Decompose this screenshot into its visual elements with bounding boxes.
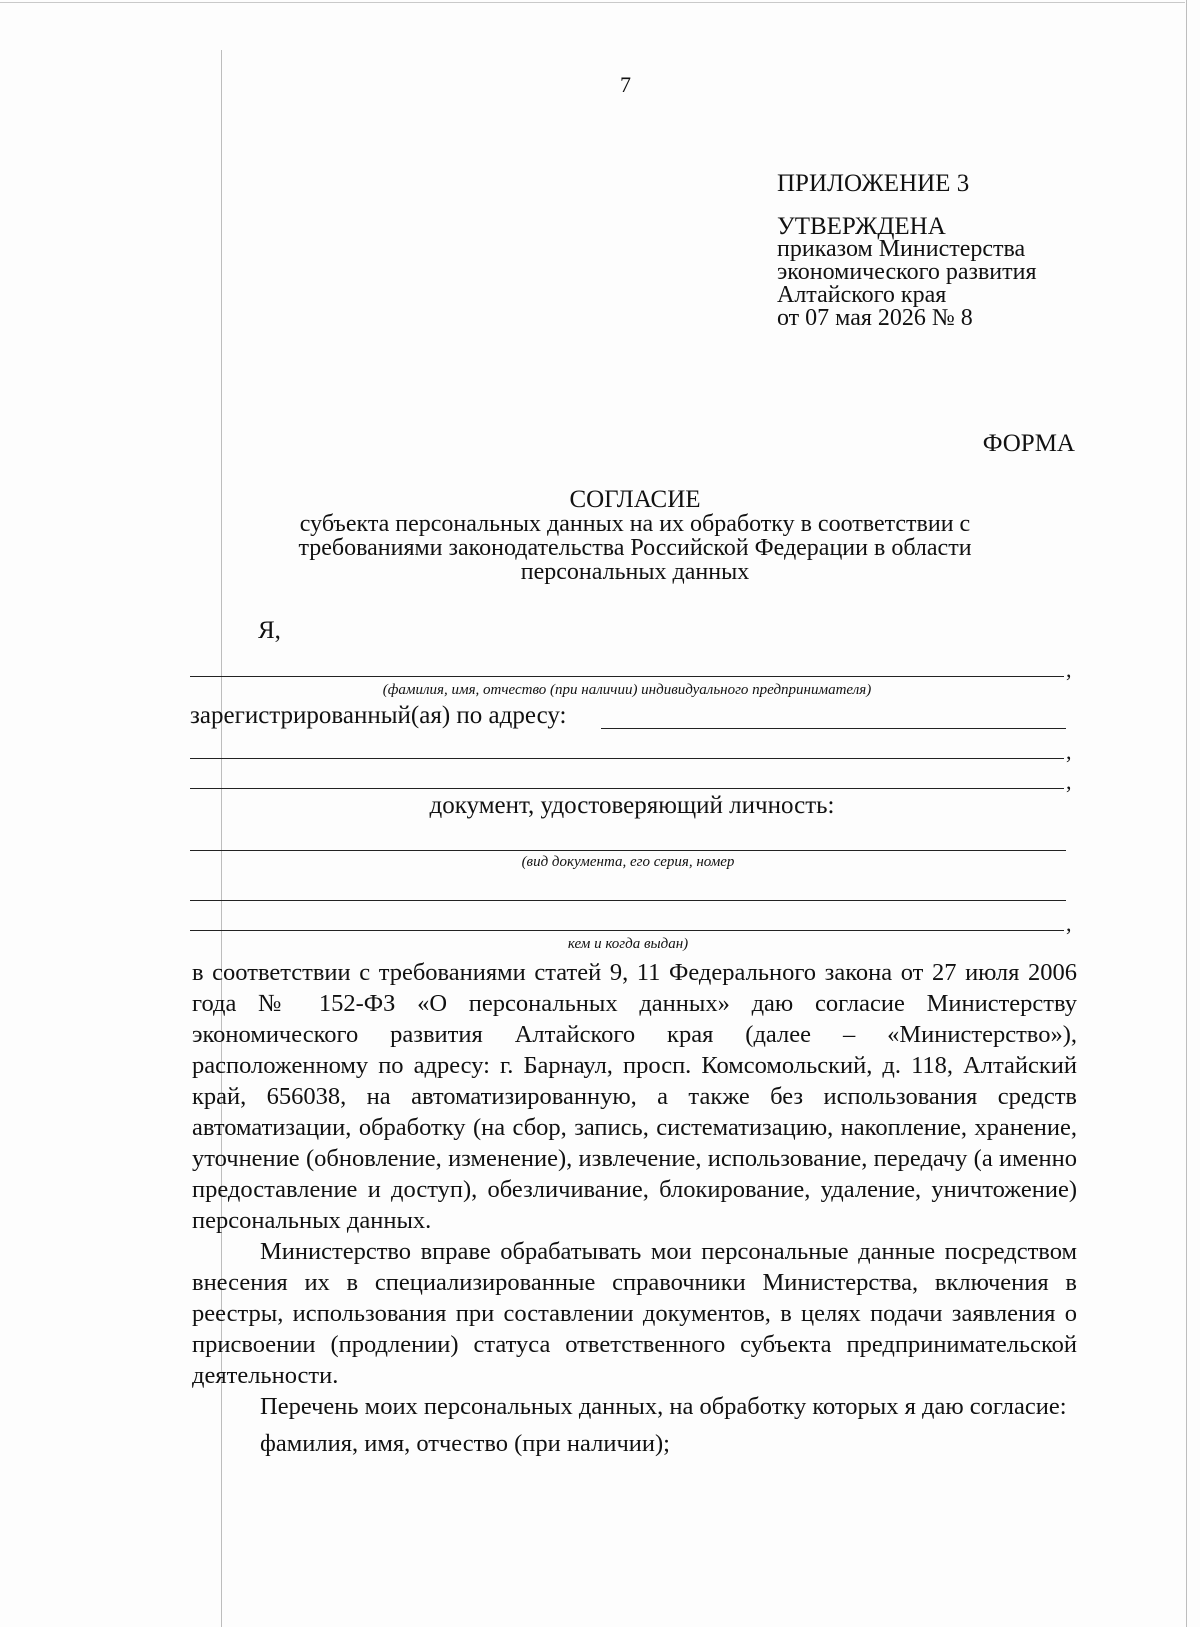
page-top-edge [0, 2, 1185, 3]
page-right-edge [1186, 0, 1187, 1627]
approval-line: экономического развития [777, 259, 1037, 285]
ya-label: Я, [258, 617, 281, 644]
consent-paragraph: в соответствии с требованиями статей 9, 11 Федерального закона от 27 июля 2006 года № 152-ФЗ «О персональных данных» даю согласие Министерству экономического развития Алтайского края (далее – «Министерство»), расположенному по адресу: г. Барнаул, просп. Комсомольский, д. 118, Алтайский край, 656038, на автоматизированную, а также без использования средств автоматизации, обработку (на сбор, запись, систематизацию, накопление, хранение, уточнение (обновление, изменение), извлечение, использование, передачу (а именно предоставление и доступ), обезличивание, блокирование, удаление, уничтожение) персональных данных. [192, 959, 1077, 1234]
approval-line: от 07 мая 2026 № 8 [777, 305, 973, 331]
page-number: 7 [620, 72, 631, 97]
consent-list-item: фамилия, имя, отчество (при наличии); [260, 1430, 670, 1457]
document-input-line-2[interactable] [190, 900, 1066, 901]
issued-caption: кем и когда выдан) [567, 936, 689, 952]
fio-caption: (фамилия, имя, отчество (при наличии) индивидуального предпринимателя) [382, 682, 872, 698]
comma: , [1066, 657, 1072, 682]
subtitle-line: персональных данных [520, 559, 750, 585]
issued-input-line[interactable] [190, 930, 1064, 931]
approval-line: приказом Министерства [777, 236, 1026, 262]
subtitle-line: требованиями законодательства Российской Федерации в области [298, 535, 972, 561]
address-input-line-2[interactable] [190, 758, 1064, 759]
fio-input-line[interactable] [190, 676, 1064, 677]
approval-stamp [777, 172, 1037, 330]
approved-label: УТВЕРЖДЕНА [777, 213, 946, 240]
document-label: документ, удостоверяющий личность: [429, 792, 835, 819]
document-heading [190, 488, 1080, 584]
registered-label: зарегистрированный(ая) по адресу: [190, 702, 567, 729]
address-input-line[interactable] [601, 728, 1066, 729]
document-input-line[interactable] [190, 850, 1066, 851]
consent-paragraph: Перечень моих персональных данных, на обработку которых я даю согласие: [260, 1393, 1067, 1420]
address-input-line-3[interactable] [190, 788, 1064, 789]
comma: , [1066, 769, 1072, 794]
comma: , [1066, 739, 1072, 764]
comma: , [1066, 911, 1072, 936]
approval-line: Алтайского края [777, 282, 947, 308]
consent-body [192, 957, 1077, 1459]
document-title: СОГЛАСИЕ [569, 486, 701, 513]
document-caption: (вид документа, его серия, номер [521, 854, 735, 870]
form-label: ФОРМА [982, 430, 1075, 457]
subtitle-line: субъекта персональных данных на их обработку в соответствии с [299, 511, 971, 537]
appendix-label: ПРИЛОЖЕНИЕ 3 [777, 170, 970, 197]
consent-paragraph: Министерство вправе обрабатывать мои персональные данные посредством внесения их в специализированные справочники Министерства, включения в реестры, использования при составлении документов, в целях подачи заявления о присвоении (продлении) статуса ответственного субъекта предпринимательской деятельности. [192, 1238, 1077, 1389]
